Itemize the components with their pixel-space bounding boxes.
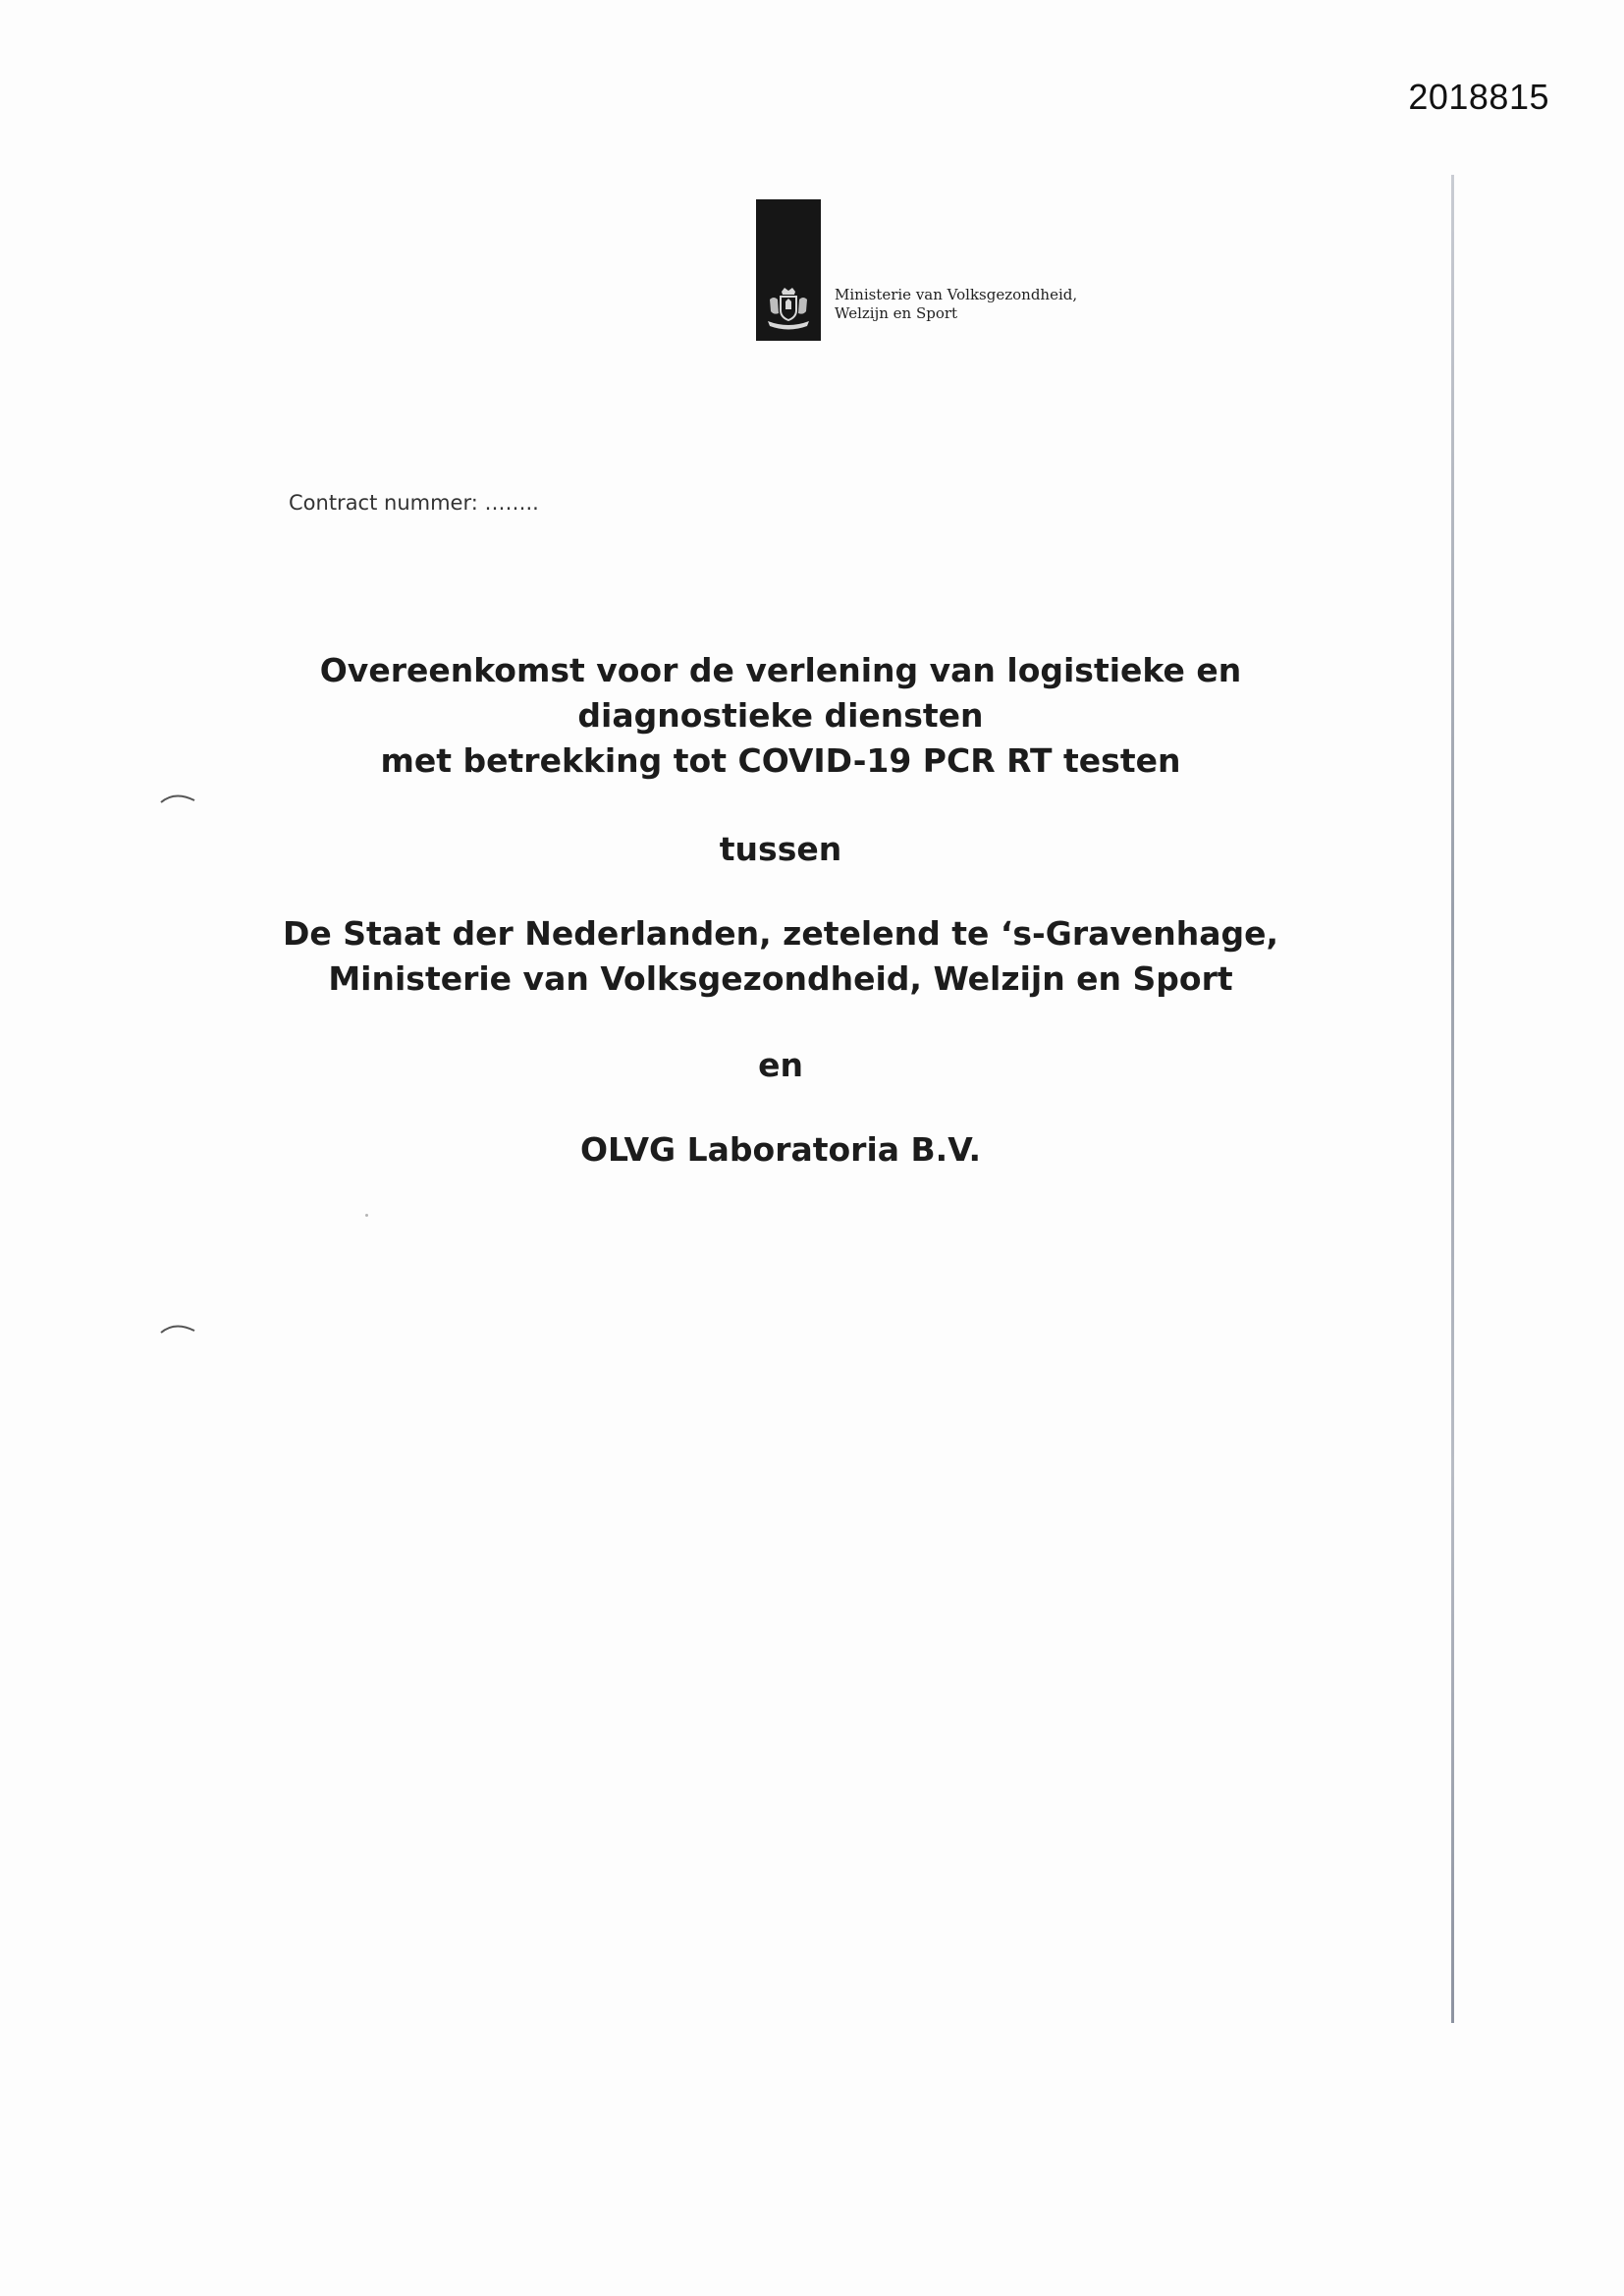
ministry-logo xyxy=(756,199,1077,341)
second-party: OLVG Laboratoria B.V. xyxy=(579,1130,982,1169)
title-line3: met betrekking tot COVID-19 PCR RT testen xyxy=(380,741,1181,780)
ministry-name xyxy=(835,286,1077,323)
first-party xyxy=(196,911,1365,1002)
title-line1: Overeenkomst voor de verlening van logistieke en xyxy=(319,651,1242,689)
scan-edge-line xyxy=(1451,175,1454,2023)
scan-speck xyxy=(365,1214,368,1217)
title-line2: diagnostieke diensten xyxy=(577,696,984,735)
coat-of-arms-icon xyxy=(764,286,813,331)
document-number: 2018815 xyxy=(1408,77,1549,117)
punch-hole-mark xyxy=(159,1319,196,1335)
contract-number-label: Contract nummer: …….. xyxy=(289,491,539,515)
and-label: en xyxy=(758,1046,803,1084)
logo-bar xyxy=(756,199,821,341)
first-party-line2: Ministerie van Volksgezondheid, Welzijn en Sport xyxy=(328,959,1233,998)
punch-hole-mark xyxy=(159,789,196,804)
first-party-line1: De Staat der Nederlanden, zetelend te ‘s-Gravenhage, xyxy=(282,914,1279,953)
agreement-title xyxy=(196,648,1365,784)
ministry-name-line2: Welzijn en Sport xyxy=(835,304,958,322)
between-label: tussen xyxy=(719,830,842,868)
ministry-name-line1: Ministerie van Volksgezondheid, xyxy=(835,286,1078,303)
